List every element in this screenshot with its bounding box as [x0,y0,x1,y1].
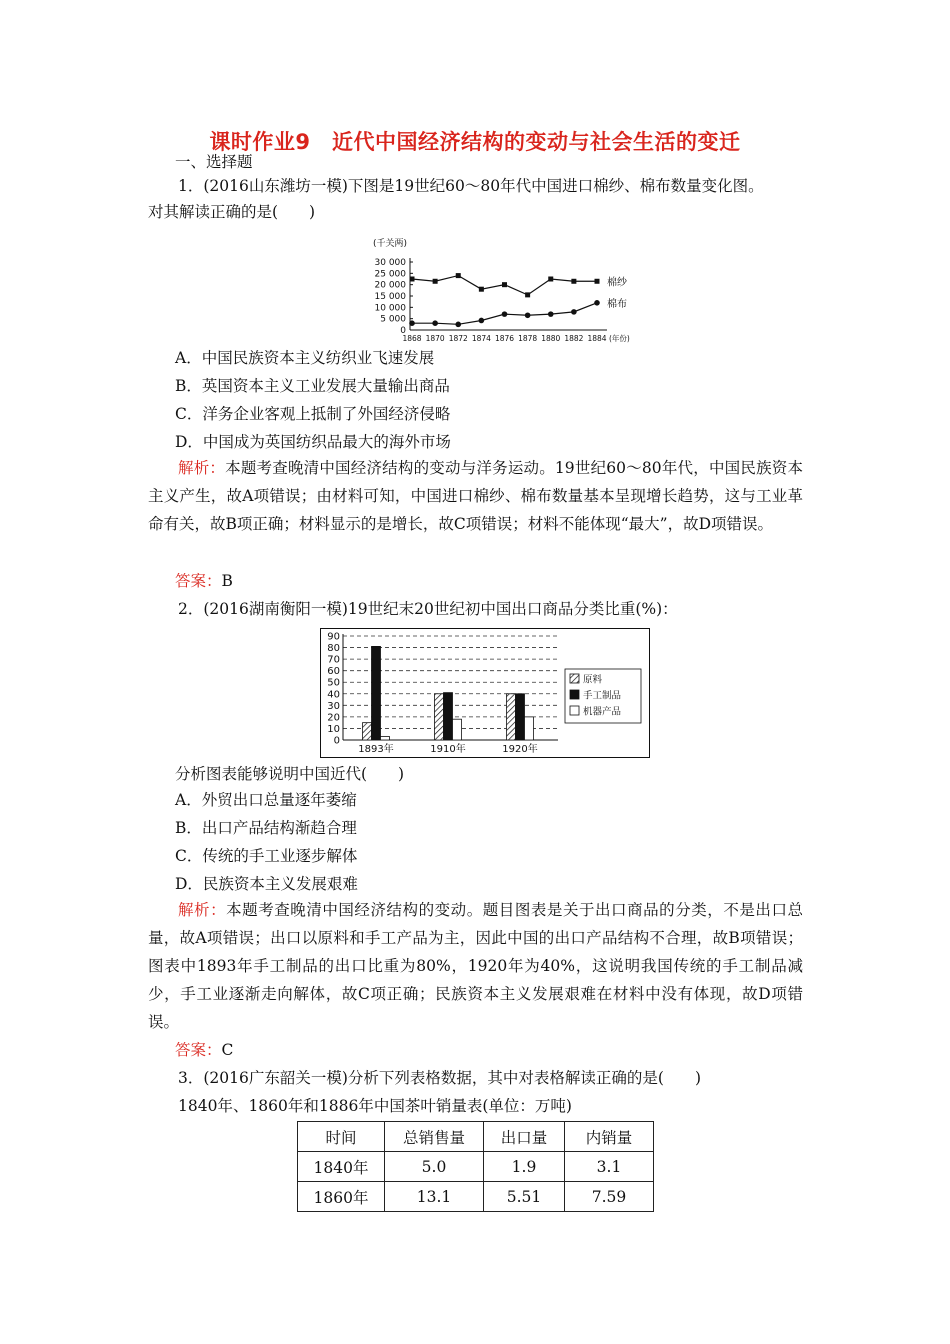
table-header-cell: 内销量 [565,1122,654,1152]
chart1-y-tick-label: 25 000 [374,269,406,280]
chart2-y-tick-label: 90 [327,631,340,643]
chart2-y-tick-label: 60 [327,666,340,678]
chart1-point-square [410,277,415,282]
chart1-x-tick-label: 1882 [564,334,584,343]
chart2-x-tick-label: 1920年 [502,744,538,755]
chart1-x-tick-label: 1880 [541,334,561,343]
chart2-bar [372,646,381,740]
chart1-point-square [595,279,600,284]
chart1-y-tick-label: 5 000 [380,314,406,325]
chart1-point-circle [502,311,508,317]
chart1-series-label: 棉布 [607,298,627,310]
q2-analysis-label: 解析： [178,901,227,919]
chart1-point-square [456,273,461,278]
tea-sales-table [297,1121,654,1212]
chart1-point-square [548,277,553,282]
chart2-y-tick-label: 0 [333,735,340,747]
chart2-bar [525,717,534,740]
q2-option-d: D．民族资本主义发展艰难 [175,875,358,893]
chart2-y-tick-label: 20 [327,712,340,724]
chart1-point-circle [571,309,577,315]
q1-analysis-text: 本题考查晚清中国经济结构的变动与洋务运动。19世纪60～80年代，中国民族资本主义产生，故A项错误；由材料可知，中国进口棉纱、棉布数量基本呈现增长趋势，这与工业革命有关，故B项正确；材料显示的是增长，故C项错误；材料不能体现“最大”，故D项错误。 [148,459,803,533]
chart1-x-tick-label: 1874 [471,334,491,343]
page-title: 课时作业9 近代中国经济结构的变动与社会生活的变迁 [209,130,741,154]
q1-answer-label: 答案： [175,572,222,590]
chart1-series-label: 棉纱 [607,277,627,289]
q1-stem-line1: 1．(2016山东潍坊一模)下图是19世纪60～80年代中国进口棉纱、棉布数量变化图。 [178,177,764,195]
chart1-point-square [433,279,438,284]
table-header-cell: 时间 [298,1122,385,1152]
q1-option-a: A．中国民族资本主义纺织业飞速发展 [175,349,435,367]
q1-analysis-label: 解析： [178,459,226,477]
chart2-bar [444,693,453,740]
table-cell: 5.51 [484,1182,565,1212]
table-row [298,1152,654,1182]
q3-stem: 3．(2016广东韶关一模)分析下列表格数据，其中对表格解读正确的是( ) [178,1069,701,1087]
chart2-bar [435,694,444,740]
q2-answer-label: 答案： [175,1041,222,1059]
q2-option-a: A．外贸出口总量逐年萎缩 [175,791,357,809]
chart1-x-tick-label: 1878 [518,334,538,343]
chart2-legend-label: 原料 [583,674,603,686]
chart1-unit-label: (千关两) [373,239,408,249]
table-row [298,1182,654,1212]
chart1-x-tick-label: 1876 [494,334,515,343]
table-cell: 5.0 [385,1152,484,1182]
q2-bar-chart [320,628,650,758]
chart1-y-tick-label: 0 [400,326,406,336]
chart2-y-tick-label: 30 [327,700,340,712]
chart2-bar [516,694,525,740]
chart2-y-tick-label: 40 [327,689,340,701]
chart2-bar [507,694,516,740]
q2-analysis [148,896,803,1036]
q1-stem-line2: 对其解读正确的是( ) [148,203,316,221]
chart1-point-circle [455,322,461,328]
q2-option-b: B．出口产品结构渐趋合理 [175,819,357,837]
chart1-x-tick-label: 1870 [425,334,445,343]
chart1-point-circle [479,318,485,324]
q2-analysis-text: 本题考查晚清中国经济结构的变动。题目图表是关于出口商品的分类，不是出口总量，故A项错误；出口以原料和手工产品为主，因此中国的出口产品结构不合理，故B项错误；图表中1893年手工制品的出口比重为80%，1920年为40%，这说明我国传统的手工制品减少，手工业逐渐走向解体，故C项正确；民族资本主义发展艰难在材料中没有体现，故D项错误。 [148,901,803,1031]
chart1-y-tick-label: 30 000 [374,258,406,268]
q1-option-b: B．英国资本主义工业发展大量输出商品 [175,377,450,395]
q2-answer-value: C [221,1041,234,1059]
chart1-y-tick-label: 20 000 [374,280,406,291]
table-cell: 1.9 [484,1152,565,1182]
chart2-y-tick-label: 80 [327,643,340,655]
chart2-legend-swatch [570,674,579,683]
chart1-point-square [479,287,484,292]
table-cell: 1840年 [298,1152,385,1182]
chart1-point-circle [525,312,531,318]
q1-answer-value: B [221,572,233,590]
chart2-legend-swatch [570,706,579,715]
q1-line-chart [355,234,655,348]
chart2-x-tick-label: 1893年 [358,744,394,755]
chart2-legend-label: 手工制品 [583,690,622,702]
q1-analysis [148,454,803,538]
chart1-point-circle [409,320,415,326]
q3-table-caption: 1840年、1860年和1886年中国茶叶销量表(单位：万吨) [178,1097,572,1115]
table-cell: 3.1 [565,1152,654,1182]
chart2-bar [381,737,390,740]
chart2-bar [363,723,372,740]
q2-answer [175,1040,233,1060]
chart1-point-circle [548,311,554,317]
chart2-y-tick-label: 10 [327,723,340,735]
q2-option-c: C．传统的手工业逐步解体 [175,847,358,865]
chart1-point-square [525,292,530,297]
chart1-point-circle [432,320,438,326]
section-heading: 一、选择题 [175,153,253,171]
chart1-y-tick-label: 15 000 [374,292,406,302]
q1-answer [175,571,233,591]
q2-stem: 2．(2016湖南衡阳一模)19世纪末20世纪初中国出口商品分类比重(%)： [178,600,678,618]
q1-option-c: C．洋务企业客观上抵制了外国经济侵略 [175,405,451,423]
chart2-bar [453,719,462,740]
chart2-y-tick-label: 50 [327,677,340,689]
chart1-y-tick-label: 10 000 [374,303,406,314]
chart2-legend-label: 机器产品 [583,706,622,718]
table-header-row [298,1122,654,1152]
table-cell: 13.1 [385,1182,484,1212]
chart2-y-tick-label: 70 [327,654,340,666]
chart1-x-suffix: (年份) [609,334,630,343]
table-cell: 7.59 [565,1182,654,1212]
chart2-legend-swatch [570,690,579,699]
chart2-x-tick-label: 1910年 [430,744,466,755]
table-cell: 1860年 [298,1182,385,1212]
chart1-x-tick-label: 1868 [402,334,422,343]
table-header-cell: 出口量 [484,1122,565,1152]
table-header-cell: 总销售量 [385,1122,484,1152]
chart1-point-circle [594,300,600,306]
chart1-point-square [571,279,576,284]
chart1-point-square [502,282,507,287]
q2-question: 分析图表能够说明中国近代( ) [175,765,405,783]
q1-option-d: D．中国成为英国纺织品最大的海外市场 [175,433,451,451]
chart1-x-tick-label: 1884 [587,334,607,343]
chart1-x-tick-label: 1872 [448,334,468,343]
